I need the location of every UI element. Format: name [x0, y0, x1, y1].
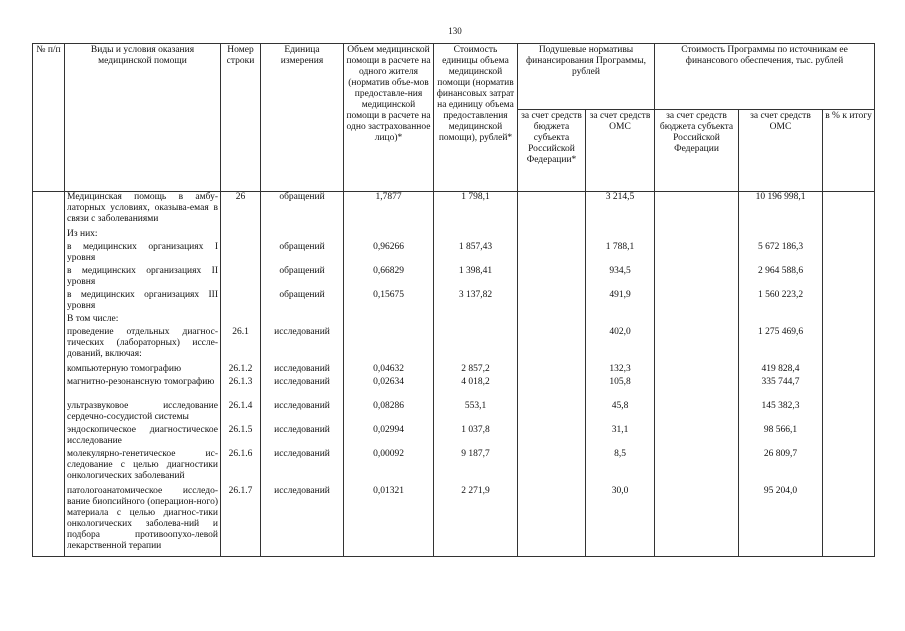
cell-per-capita-budget — [518, 314, 586, 327]
cell-per-capita-oms: 3 214,5 — [586, 192, 655, 229]
cell-per-capita-budget — [518, 364, 586, 377]
cell-per-capita-oms: 491,9 — [586, 290, 655, 314]
cell-line: 26.1.4 — [221, 401, 261, 425]
table-row — [33, 449, 875, 486]
cell-name: патологоанатомическое исследо-вание биопсийного (операцион-ного) материала с целью диагнос-тики онкологических заболева-ний и подбора противоопухо-левой лекарственной терапии — [65, 486, 221, 557]
cell-line: 26 — [221, 192, 261, 229]
cell-unit: обращений — [261, 192, 344, 229]
cell-line: 26.1.7 — [221, 486, 261, 557]
cell-program-oms: 95 204,0 — [739, 486, 823, 557]
cell-line: 26.1.3 — [221, 377, 261, 401]
cell-volume: 0,66829 — [344, 266, 434, 290]
cell-per-capita-budget — [518, 449, 586, 486]
cell-program-pct — [823, 327, 875, 364]
cell-name: в медицинских организациях I уровня — [65, 242, 221, 266]
page-number: 130 — [448, 26, 462, 36]
cell-line — [221, 314, 261, 327]
table-row — [33, 229, 875, 242]
cell-unit — [261, 229, 344, 242]
cell-line: 26.1.5 — [221, 425, 261, 449]
header-unit: Единица измерения — [261, 44, 344, 192]
cell-per-capita-oms: 105,8 — [586, 377, 655, 401]
cell-cost: 4 018,2 — [434, 377, 518, 401]
cell-program-pct — [823, 364, 875, 377]
cell-num — [33, 314, 65, 327]
cell-name: компьютерную томографию — [65, 364, 221, 377]
cell-per-capita-budget — [518, 425, 586, 449]
cell-unit: исследований — [261, 364, 344, 377]
cell-program-pct — [823, 290, 875, 314]
table-row — [33, 364, 875, 377]
cell-line — [221, 290, 261, 314]
cell-program-budget — [655, 425, 739, 449]
cell-volume — [344, 229, 434, 242]
cell-cost: 1 037,8 — [434, 425, 518, 449]
cell-cost: 1 798,1 — [434, 192, 518, 229]
cell-volume: 0,00092 — [344, 449, 434, 486]
table-row — [33, 327, 875, 364]
cell-name: проведение отдельных диагнос-тических (лабораторных) иссле-дований, включая: — [65, 327, 221, 364]
cell-program-oms — [739, 229, 823, 242]
cell-num — [33, 486, 65, 557]
cell-program-budget — [655, 314, 739, 327]
cell-unit: исследований — [261, 401, 344, 425]
table-row — [33, 425, 875, 449]
cell-volume — [344, 314, 434, 327]
cell-per-capita-oms — [586, 229, 655, 242]
cell-num — [33, 364, 65, 377]
cell-name: эндоскопическое диагностическое исследование — [65, 425, 221, 449]
cell-program-pct — [823, 314, 875, 327]
healthcare-cost-table — [32, 43, 875, 557]
cell-program-oms: 10 196 998,1 — [739, 192, 823, 229]
cell-cost — [434, 314, 518, 327]
cell-program-oms — [739, 314, 823, 327]
data-table-container — [32, 43, 874, 557]
cell-volume: 0,02634 — [344, 377, 434, 401]
cell-program-budget — [655, 192, 739, 229]
cell-volume: 0,02994 — [344, 425, 434, 449]
cell-program-budget — [655, 242, 739, 266]
cell-cost: 2 271,9 — [434, 486, 518, 557]
cell-program-budget — [655, 229, 739, 242]
cell-per-capita-oms: 30,0 — [586, 486, 655, 557]
cell-volume: 0,04632 — [344, 364, 434, 377]
cell-per-capita-oms: 1 788,1 — [586, 242, 655, 266]
cell-unit: обращений — [261, 266, 344, 290]
cell-program-pct — [823, 425, 875, 449]
cell-name: в медицинских организациях III уровня — [65, 290, 221, 314]
cell-unit: исследований — [261, 449, 344, 486]
cell-volume — [344, 327, 434, 364]
cell-num — [33, 449, 65, 486]
cell-volume: 0,96266 — [344, 242, 434, 266]
cell-per-capita-budget — [518, 229, 586, 242]
cell-program-pct — [823, 266, 875, 290]
cell-line — [221, 229, 261, 242]
cell-program-budget — [655, 327, 739, 364]
cell-cost: 9 187,7 — [434, 449, 518, 486]
header-program-group: Стоимость Программы по источникам ее финансового обеспечения, тыс. рублей — [655, 44, 875, 110]
cell-per-capita-oms: 31,1 — [586, 425, 655, 449]
cell-program-budget — [655, 290, 739, 314]
cell-program-budget — [655, 449, 739, 486]
cell-program-pct — [823, 486, 875, 557]
cell-per-capita-budget — [518, 242, 586, 266]
cell-unit — [261, 314, 344, 327]
cell-line — [221, 266, 261, 290]
cell-name: в медицинских организациях II уровня — [65, 266, 221, 290]
table-row — [33, 290, 875, 314]
cell-volume: 0,08286 — [344, 401, 434, 425]
header-volume: Объем медицинской помощи в расчете на одного жителя (норматив объе-мов предоставле-ния медицинской помощи в расчете на одно застрахованное лицо)* — [344, 44, 434, 192]
cell-cost — [434, 327, 518, 364]
table-row — [33, 314, 875, 327]
cell-program-pct — [823, 449, 875, 486]
cell-name: ультразвуковое исследование сердечно-сосудистой системы — [65, 401, 221, 425]
cell-per-capita-oms: 8,5 — [586, 449, 655, 486]
cell-unit: исследований — [261, 377, 344, 401]
cell-per-capita-oms: 132,3 — [586, 364, 655, 377]
header-cost: Стоимость единицы объема медицинской помощи (норматив финансовых затрат на единицу объема предоставления медицинской помощи), рублей* — [434, 44, 518, 192]
table-row — [33, 401, 875, 425]
table-row — [33, 377, 875, 401]
cell-cost: 553,1 — [434, 401, 518, 425]
cell-program-pct — [823, 401, 875, 425]
header-program-budget: за счет средств бюджета субъекта Российской Федерации — [655, 110, 739, 192]
header-num: № п/п — [33, 44, 65, 192]
cell-program-budget — [655, 364, 739, 377]
table-row — [33, 192, 875, 229]
cell-num — [33, 377, 65, 401]
header-kind: Виды и условия оказания медицинской помощи — [65, 44, 221, 192]
cell-line: 26.1.6 — [221, 449, 261, 486]
cell-num — [33, 290, 65, 314]
cell-per-capita-budget — [518, 290, 586, 314]
cell-num — [33, 229, 65, 242]
header-program-oms: за счет средств ОМС — [739, 110, 823, 192]
cell-program-pct — [823, 229, 875, 242]
cell-num — [33, 192, 65, 229]
cell-cost: 3 137,82 — [434, 290, 518, 314]
cell-num — [33, 242, 65, 266]
header-per-capita-budget: за счет средств бюджета субъекта Российской Федерации* — [518, 110, 586, 192]
table-row — [33, 242, 875, 266]
cell-per-capita-oms: 934,5 — [586, 266, 655, 290]
cell-per-capita-budget — [518, 192, 586, 229]
cell-program-pct — [823, 242, 875, 266]
cell-unit: исследований — [261, 486, 344, 557]
cell-program-oms: 419 828,4 — [739, 364, 823, 377]
header-program-pct: в % к итогу — [823, 110, 875, 192]
cell-num — [33, 327, 65, 364]
cell-program-oms: 2 964 588,6 — [739, 266, 823, 290]
cell-name: В том числе: — [65, 314, 221, 327]
cell-program-oms: 5 672 186,3 — [739, 242, 823, 266]
cell-unit: исследований — [261, 425, 344, 449]
cell-program-budget — [655, 266, 739, 290]
cell-program-oms: 26 809,7 — [739, 449, 823, 486]
cell-program-budget — [655, 401, 739, 425]
cell-line: 26.1.2 — [221, 364, 261, 377]
cell-cost — [434, 229, 518, 242]
cell-name: молекулярно-генетическое ис-следование с целью диагностики онкологических заболеваний — [65, 449, 221, 486]
header-line: Номер строки — [221, 44, 261, 192]
cell-line — [221, 242, 261, 266]
cell-name: магнитно-резонансную томографию — [65, 377, 221, 401]
table-row — [33, 486, 875, 557]
cell-name: Медицинская помощь в амбу-латорных условиях, оказыва-емая в связи с заболеваниями — [65, 192, 221, 229]
cell-name: Из них: — [65, 229, 221, 242]
cell-unit: обращений — [261, 290, 344, 314]
cell-num — [33, 425, 65, 449]
cell-program-budget — [655, 486, 739, 557]
cell-cost: 1 398,41 — [434, 266, 518, 290]
cell-program-oms: 1 275 469,6 — [739, 327, 823, 364]
cell-program-pct — [823, 192, 875, 229]
cell-per-capita-oms — [586, 314, 655, 327]
table-row — [33, 266, 875, 290]
cell-program-budget — [655, 377, 739, 401]
cell-per-capita-budget — [518, 327, 586, 364]
cell-line: 26.1 — [221, 327, 261, 364]
cell-program-oms: 335 744,7 — [739, 377, 823, 401]
cell-per-capita-budget — [518, 266, 586, 290]
cell-program-oms: 1 560 223,2 — [739, 290, 823, 314]
cell-num — [33, 266, 65, 290]
cell-program-oms: 98 566,1 — [739, 425, 823, 449]
cell-cost: 1 857,43 — [434, 242, 518, 266]
cell-program-oms: 145 382,3 — [739, 401, 823, 425]
cell-per-capita-budget — [518, 486, 586, 557]
cell-volume: 0,01321 — [344, 486, 434, 557]
header-per-capita-group: Подушевые нормативы финансирования Программы, рублей — [518, 44, 655, 110]
header-per-capita-oms: за счет средств ОМС — [586, 110, 655, 192]
cell-cost: 2 857,2 — [434, 364, 518, 377]
cell-per-capita-budget — [518, 401, 586, 425]
cell-volume: 1,7877 — [344, 192, 434, 229]
cell-volume: 0,15675 — [344, 290, 434, 314]
cell-per-capita-oms: 402,0 — [586, 327, 655, 364]
table-body — [33, 192, 875, 557]
cell-unit: исследований — [261, 327, 344, 364]
cell-unit: обращений — [261, 242, 344, 266]
cell-program-pct — [823, 377, 875, 401]
cell-per-capita-oms: 45,8 — [586, 401, 655, 425]
cell-num — [33, 401, 65, 425]
cell-per-capita-budget — [518, 377, 586, 401]
